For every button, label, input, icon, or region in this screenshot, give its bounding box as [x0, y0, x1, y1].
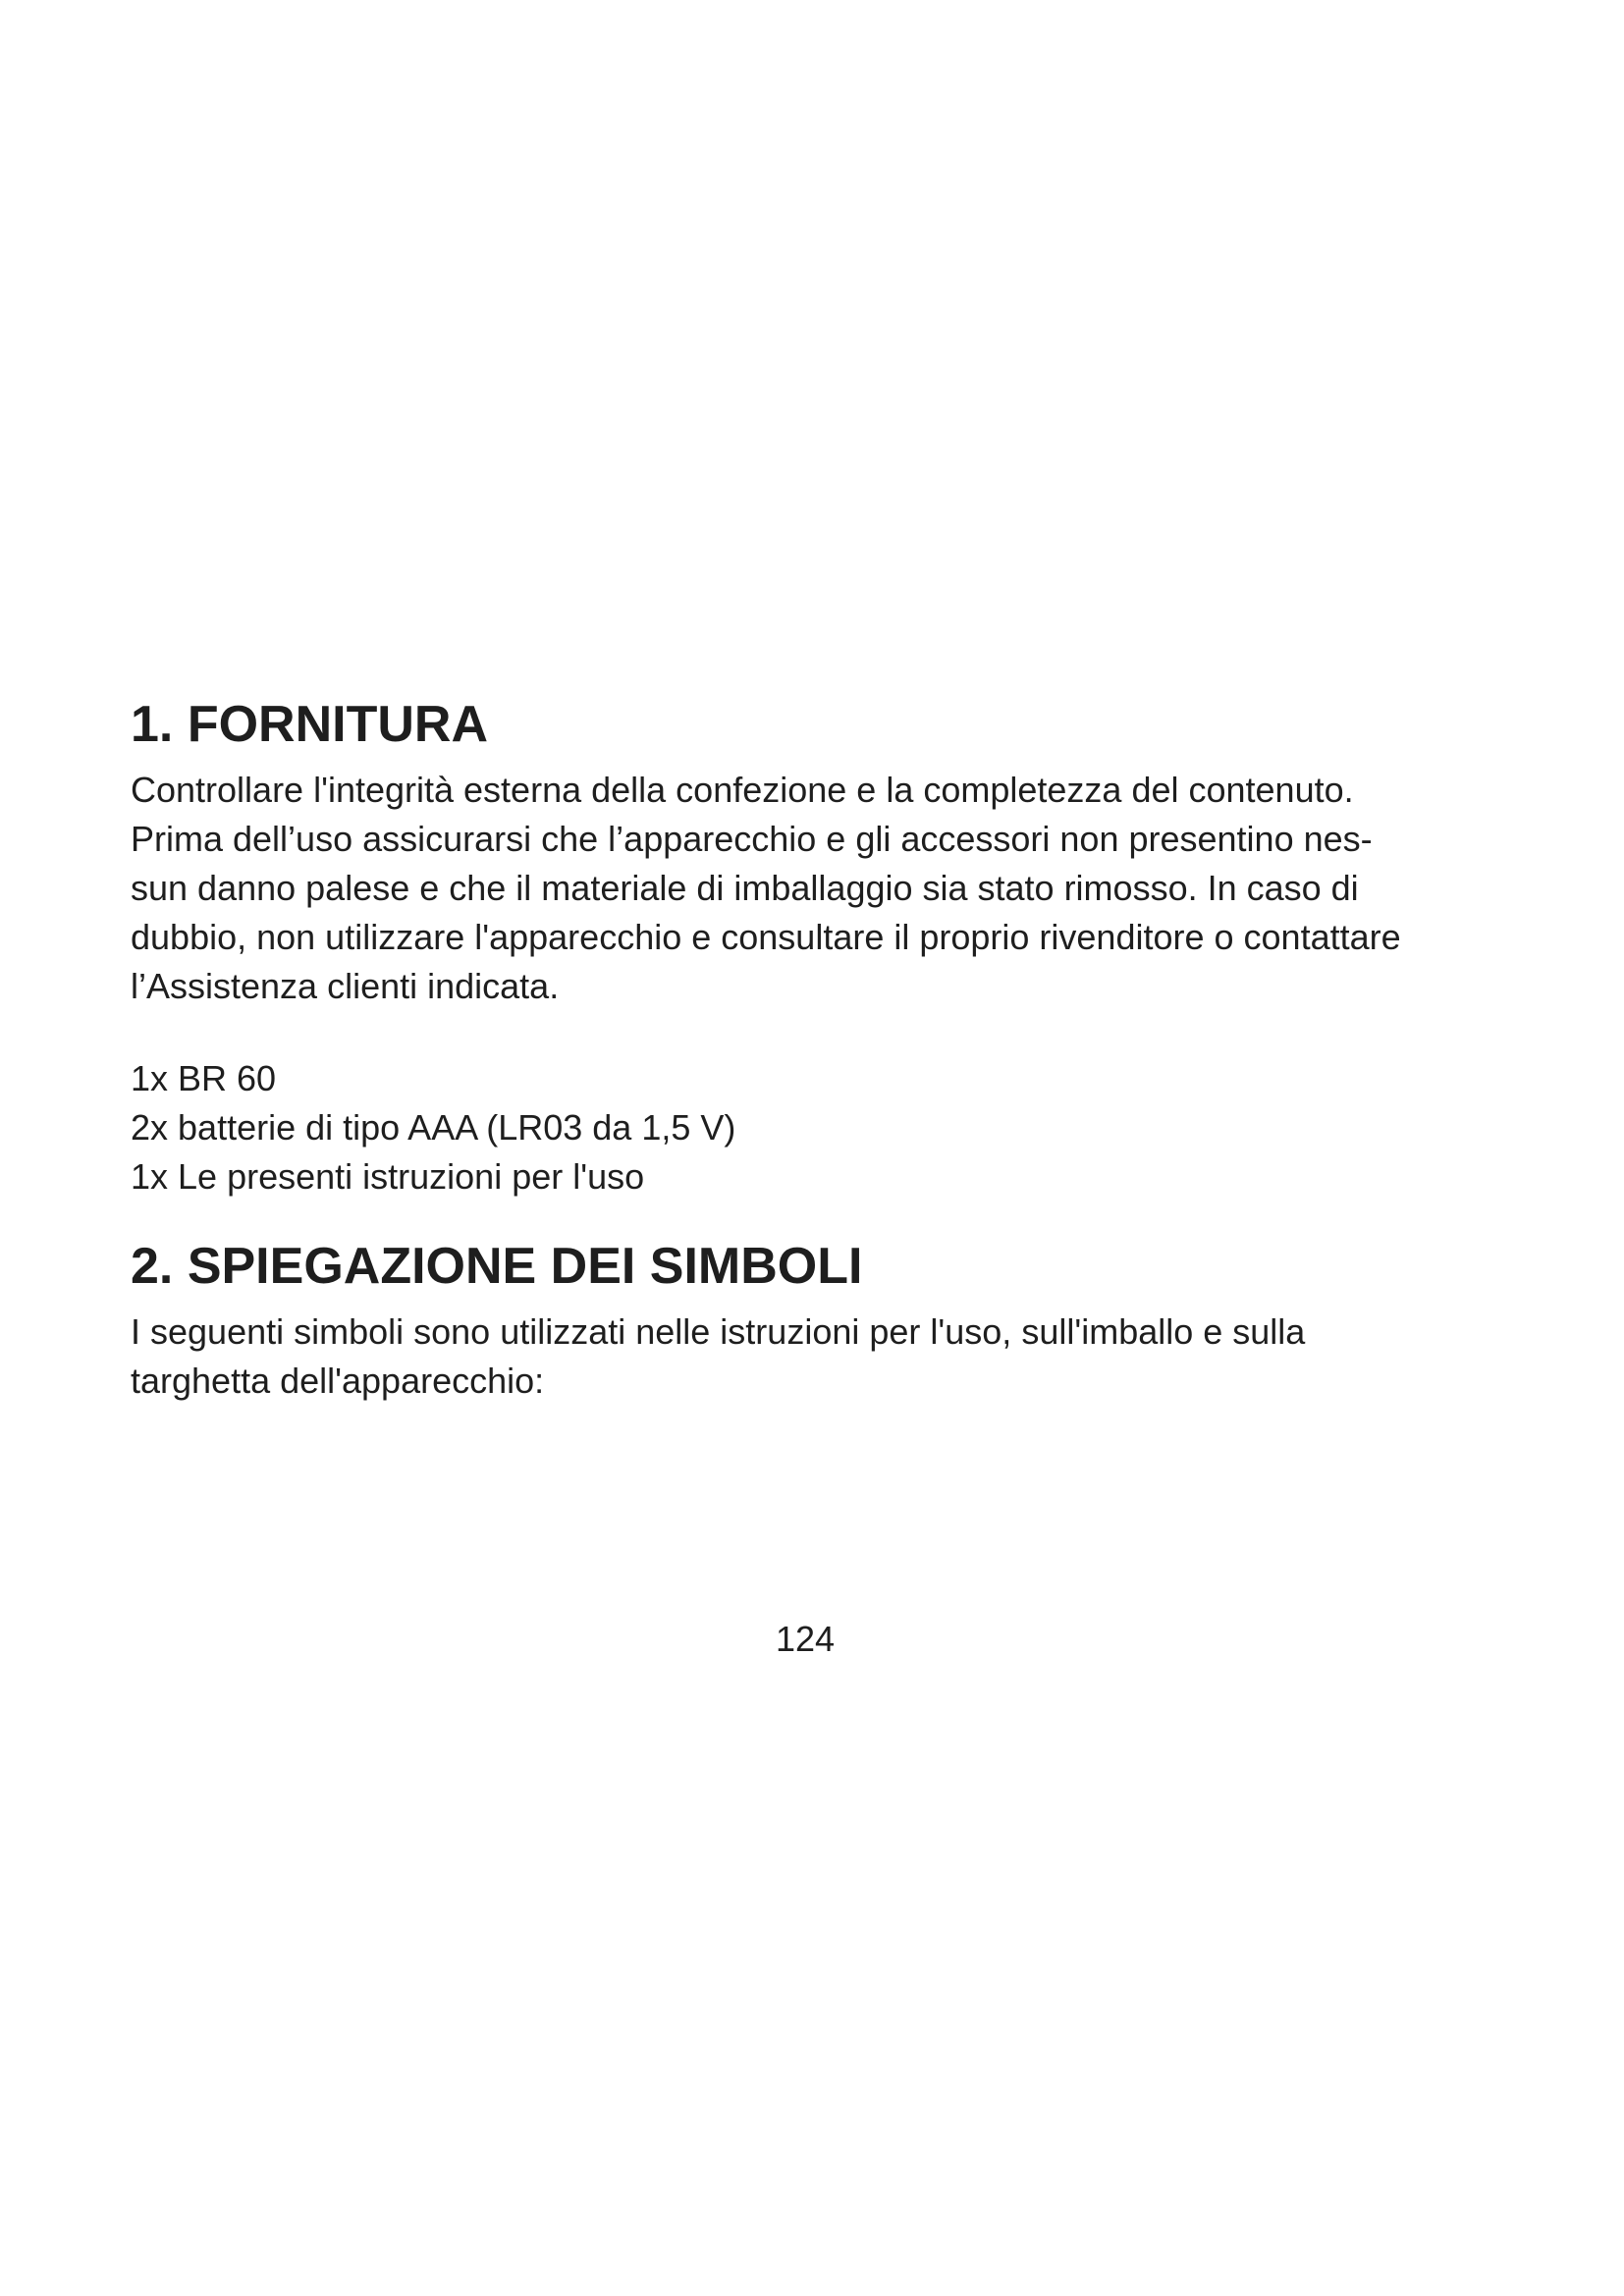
text-line: l’Assistenza clienti indicata. — [131, 966, 560, 1006]
text-line: sun danno palese e che il materiale di imballaggio sia stato rimosso. In caso di — [131, 868, 1359, 908]
section-heading-fornitura: 1. FORNITURA — [131, 696, 488, 753]
section-heading-simboli: 2. SPIEGAZIONE DEI SIMBOLI — [131, 1238, 863, 1295]
text-line: targhetta dell'apparecchio: — [131, 1361, 545, 1401]
section-body-fornitura — [131, 766, 1505, 1011]
page-number: 124 — [775, 1619, 836, 1659]
section-body-simboli — [131, 1308, 1505, 1406]
list-item: 2x batterie di tipo AAA (LR03 da 1,5 V) — [131, 1107, 736, 1148]
list-item: 1x BR 60 — [131, 1058, 277, 1098]
delivery-items-list — [131, 1054, 1505, 1201]
text-line: Controllare l'integrità esterna della confezione e la completezza del contenuto. — [131, 770, 1354, 810]
text-line: I seguenti simboli sono utilizzati nelle istruzioni per l'uso, sull'imballo e sulla — [131, 1311, 1306, 1352]
list-item: 1x Le presenti istruzioni per l'uso — [131, 1156, 645, 1197]
text-line: Prima dell’uso assicurarsi che l’apparecchio e gli accessori non presentino nes- — [131, 819, 1373, 859]
page-content — [131, 687, 1505, 1406]
text-line: dubbio, non utilizzare l'apparecchio e consultare il proprio rivenditore o contattare — [131, 917, 1401, 957]
